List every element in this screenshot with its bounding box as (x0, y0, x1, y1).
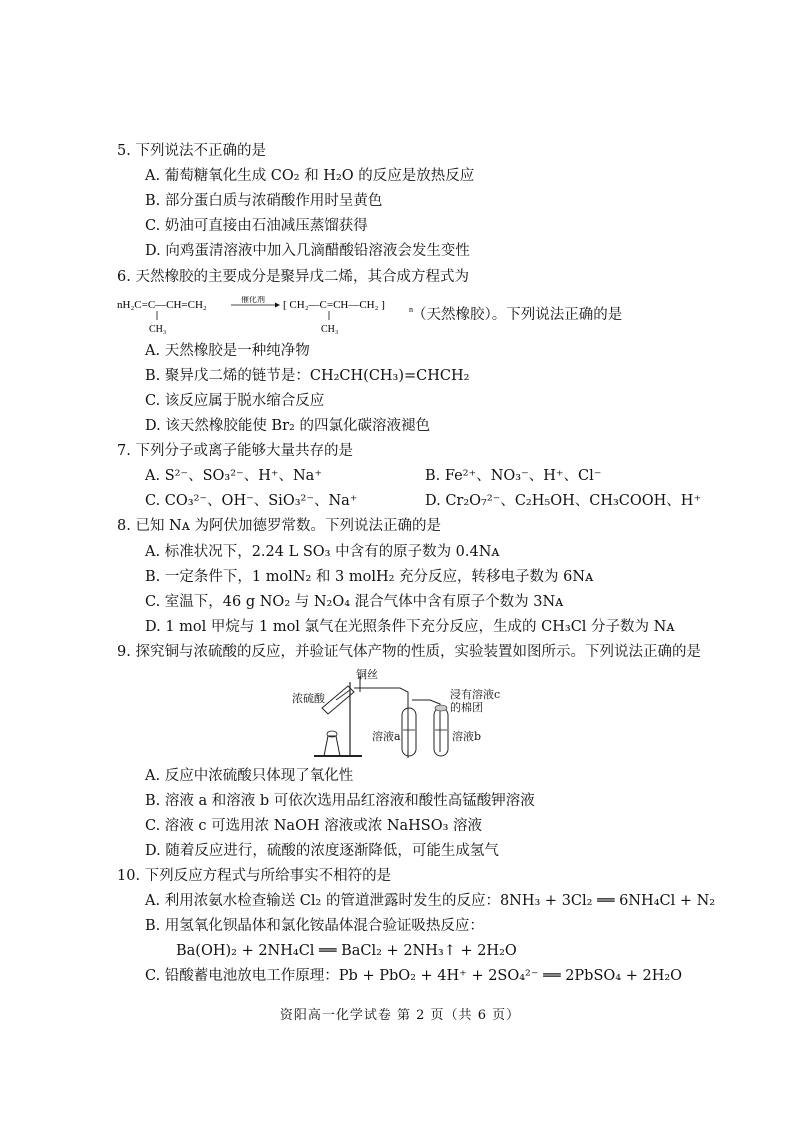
question-9-option-a: A. 反应中浓硫酸只体现了氧化性 (145, 768, 354, 784)
question-7-option-b: B. Fe²⁺、NO₃⁻、H⁺、Cl⁻ (425, 468, 602, 484)
question-5-stem: 5. 下列说法不正确的是 (117, 143, 266, 159)
question-8-option-c: C. 室温下，46 g NO₂ 与 N₂O₄ 混合气体中含有原子个数为 3Nᴀ (145, 594, 564, 610)
solution-b-label: 溶液b (452, 730, 482, 743)
page-footer: 资阳高一化学试卷 第 2 页（共 6 页） (279, 1008, 521, 1023)
question-8-option-a: A. 标准状况下，2.24 L SO₃ 中含有的原子数为 0.4Nᴀ (145, 544, 500, 560)
question-6-option-c: C. 该反应属于脱水缩合反应 (145, 393, 325, 409)
catalyst-label: 催化剂 (241, 296, 265, 304)
question-10-stem: 10. 下列反应方程式与所给事实不相符的是 (117, 868, 392, 884)
copper-wire-label: 铜丝 (356, 668, 378, 681)
question-5-option-d: D. 向鸡蛋清溶液中加入几滴醋酸铅溶液会发生变性 (145, 243, 470, 259)
cotton-label-line1: 浸有溶液c (450, 688, 501, 701)
question-9-option-c: C. 溶液 c 可选用浓 NaOH 溶液或浓 NaHSO₃ 溶液 (145, 818, 483, 834)
question-10-option-c: C. 铅酸蓄电池放电工作原理：Pb + PbO₂ + 4H⁺ + 2SO₄²⁻ ══ 2PbSO₄ + 2H₂O (145, 968, 683, 984)
question-9-option-d: D. 随着反应进行，硫酸的浓度逐渐降低，可能生成氢气 (145, 843, 499, 859)
polymer-formula: [ CH₂—C=CH—CH₂ ] (283, 299, 385, 311)
question-8-option-d: D. 1 mol 甲烷与 1 mol 氯气在光照条件下充分反应，生成的 CH₃Cl 分子数为 Nᴀ (145, 619, 675, 635)
question-8-option-b: B. 一定条件下，1 molN₂ 和 3 molH₂ 充分反应，转移电子数为 6Nᴀ (145, 569, 594, 585)
conc-sulfuric-acid-label: 浓硫酸 (292, 692, 325, 705)
question-7-option-c: C. CO₃²⁻、OH⁻、SiO₃²⁻、Na⁺ (145, 493, 358, 509)
monomer-formula: nH₂C=C—CH=CH₂ (117, 299, 207, 311)
question-8-stem: 8. 已知 Nᴀ 为阿伏加德罗常数。下列说法正确的是 (117, 518, 442, 534)
question-7-option-d: D. Cr₂O₇²⁻、C₂H₅OH、CH₃COOH、H⁺ (425, 493, 702, 509)
question-10-option-b: B. 用氢氧化钡晶体和氯化铵晶体混合验证吸热反应： (145, 918, 484, 934)
question-10-option-b-equation: Ba(OH)₂ + 2NH₄Cl ══ BaCl₂ + 2NH₃↑ + 2H₂O (176, 943, 517, 959)
polymer-n-subscript: n (409, 305, 413, 314)
question-6-stem-tail: （天然橡胶）。下列说法正确的是 (412, 307, 623, 323)
polymer-methyl: CH₃ (321, 324, 339, 335)
question-6-stem: 6. 天然橡胶的主要成分是聚异戊二烯，其合成方程式为 (117, 269, 469, 285)
monomer-methyl: CH₃ (149, 324, 167, 335)
question-5-option-a: A. 葡萄糖氧化生成 CO₂ 和 H₂O 的反应是放热反应 (145, 168, 475, 184)
experiment-apparatus-figure (290, 668, 510, 760)
solution-a-label: 溶液a (372, 730, 401, 743)
question-10-option-a: A. 利用浓氨水检查输送 Cl₂ 的管道泄露时发生的反应：8NH₃ + 3Cl₂ ══ 6NH₄Cl + N₂ (145, 893, 716, 909)
question-6-option-d: D. 该天然橡胶能使 Br₂ 的四氯化碳溶液褪色 (145, 418, 430, 434)
question-6-option-a: A. 天然橡胶是一种纯净物 (145, 343, 310, 359)
reaction-arrowhead (275, 303, 280, 308)
question-7-option-a: A. S²⁻、SO₃²⁻、H⁺、Na⁺ (145, 468, 322, 484)
cotton-label-line2: 的棉团 (450, 701, 483, 714)
question-9-stem: 9. 探究铜与浓硫酸的反应，并验证气体产物的性质，实验装置如图所示。下列说法正确的是 (117, 644, 701, 660)
question-5-option-c: C. 奶油可直接由石油减压蒸馏获得 (145, 218, 368, 234)
question-5-option-b: B. 部分蛋白质与浓硝酸作用时呈黄色 (145, 193, 383, 209)
polymerization-equation (117, 296, 417, 338)
question-6-option-b: B. 聚异戊二烯的链节是：CH₂CH(CH₃)=CHCH₂ (145, 368, 470, 384)
question-9-option-b: B. 溶液 a 和溶液 b 可依次选用品红溶液和酸性高锰酸钾溶液 (145, 793, 535, 809)
question-7-stem: 7. 下列分子或离子能够大量共存的是 (117, 443, 353, 459)
